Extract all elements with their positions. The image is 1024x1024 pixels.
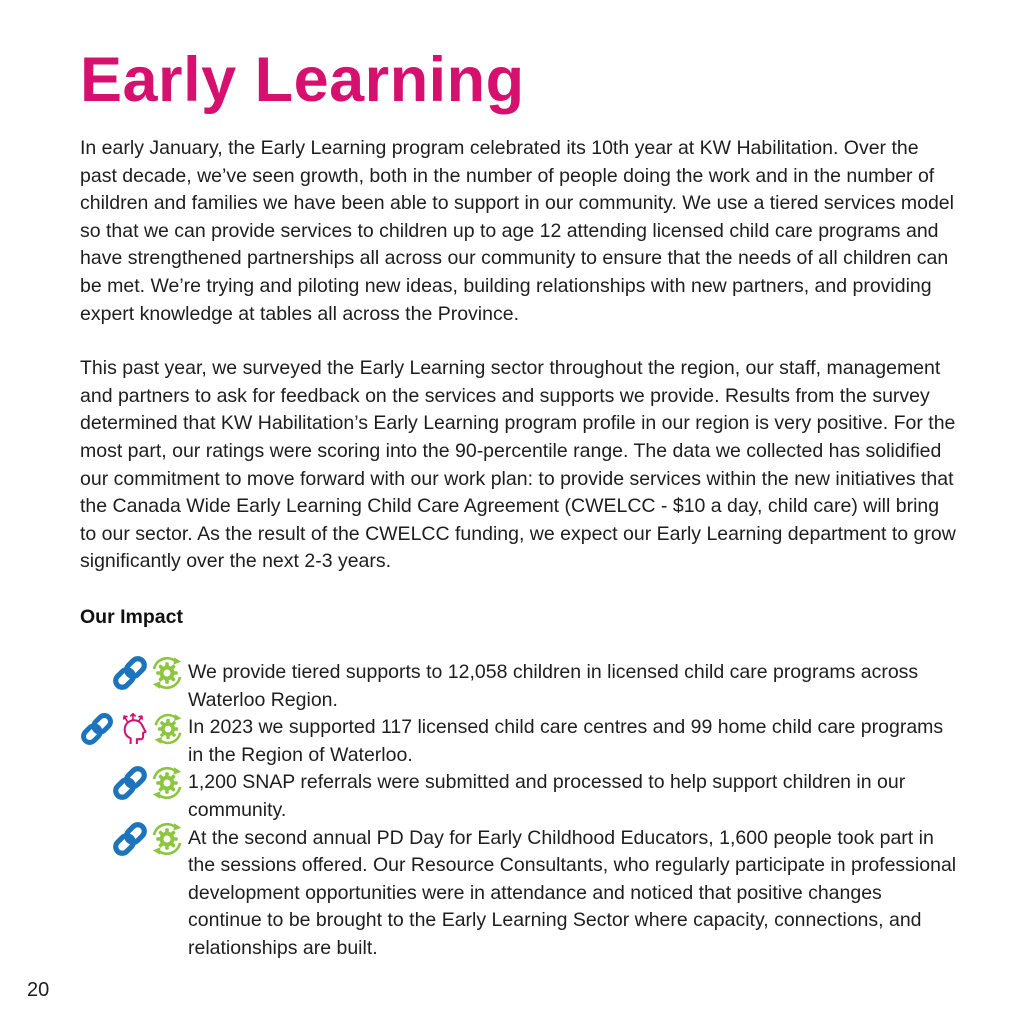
link-icon [80, 711, 114, 747]
impact-item [80, 769, 960, 824]
impact-item-icons [80, 821, 188, 857]
process-gear-icon [151, 711, 185, 747]
impact-item [80, 825, 960, 963]
process-gear-icon [149, 655, 185, 691]
impact-item [80, 659, 960, 714]
process-gear-icon [149, 765, 185, 801]
mind-growth-icon [115, 710, 150, 747]
impact-item-text: We provide tiered supports to 12,058 children in licensed child care programs across Waterloo Region. [188, 660, 919, 711]
impact-item-text: In 2023 we supported 117 licensed child care centres and 99 home child care programs in the Region of Waterloo. [188, 716, 944, 766]
impact-item [80, 714, 960, 769]
impact-item-icons [80, 710, 188, 747]
impact-list [80, 659, 960, 963]
survey-paragraph: This past year, we surveyed the Early Learning sector throughout the region, our staff, management and partners to ask for feedback on the services and supports we provide. Results from the survey determined that KW Habilitation’s Early Learning program profile in our region is very positive. For the most part, our ratings were scoring into the 90-percentile range. The data we collected has solidified our commitment to move forward with our work plan: to provide services within the new initiatives that the Canada Wide Early Learning Child Care Agreement (CWELCC - $10 a day, child care) will bring to our sector. As the result of the CWELCC funding, we expect our Early Learning department to grow significantly over the next 2-3 years. [80, 357, 956, 573]
link-icon [112, 655, 148, 691]
impact-heading: Our Impact [80, 605, 183, 628]
page-title: Early Learning [80, 45, 525, 115]
intro-paragraph: In early January, the Early Learning program celebrated its 10th year at KW Habilitation. Over the past decade, we’ve seen growth, both in the number of people doing the work and in the number of children and families we have been able to support in our community. We use a tiered services model so that we can provide services to children up to age 12 attending licensed child care programs and have strengthened partnerships all across our community to ensure that the needs of all children can be met. We’re trying and piloting new ideas, building relationships with new partners, and providing expert knowledge at tables all across the Province. [80, 137, 954, 325]
impact-item-text: At the second annual PD Day for Early Childhood Educators, 1,600 people took part in the sessions offered. Our Resource Consultants, who regularly participate in professional development opportunities were in attendance and noticed that positive changes continue to be brought to the Early Learning Sector where capacity, connections, and relationships are built. [188, 826, 957, 959]
impact-item-icons [80, 765, 188, 801]
impact-item-icons [80, 655, 188, 691]
page-number: 20 [27, 979, 50, 1001]
link-icon [112, 765, 148, 801]
process-gear-icon [149, 821, 185, 857]
link-icon [112, 821, 148, 857]
impact-item-text: 1,200 SNAP referrals were submitted and processed to help support children in our community. [188, 771, 906, 821]
